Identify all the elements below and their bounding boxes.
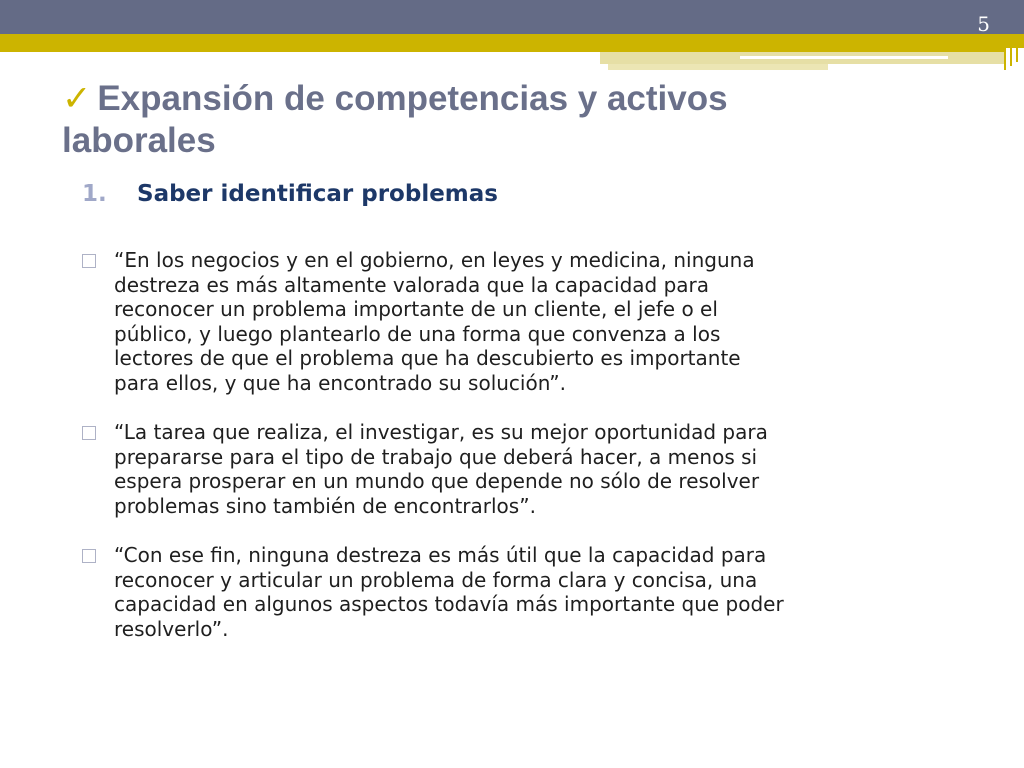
square-bullet-icon <box>82 549 96 563</box>
checkmark-icon: ✓ <box>62 79 92 119</box>
bullet-list <box>82 248 882 641</box>
slide-title <box>62 78 862 161</box>
subheading <box>82 181 498 207</box>
square-bullet-icon <box>82 254 96 268</box>
subheading-number: 1. <box>82 181 107 207</box>
slide-title-text: Expansión de competencias y activos laborales <box>62 79 728 160</box>
list-item <box>82 248 882 395</box>
decor-line <box>740 56 948 59</box>
page-number: 5 <box>977 12 990 36</box>
bullet-text: “La tarea que realiza, el investigar, es su mejor oportunidad para prepararse para el tipo de trabajo que deberá hacer, a menos si espera prosperar en un mundo que depende no sólo de resolver problemas sino también de encontrarlos”. <box>114 420 768 518</box>
gold-band <box>0 34 1024 48</box>
decor-vertical-line <box>1004 34 1006 70</box>
bullet-text: “En los negocios y en el gobierno, en leyes y medicina, ninguna destreza es más altamente valorada que la capacidad para reconocer un problema importante de un cliente, el jefe o el público, y luego plantearlo de una forma que convenza a los lectores de que el problema que ha descubierto es importante para ellos, y que ha encontrado su solución”. <box>114 248 755 395</box>
decor-vertical-line <box>1016 34 1018 62</box>
decor-vertical-line <box>1010 34 1012 66</box>
square-bullet-icon <box>82 426 96 440</box>
bullet-text: “Con ese fin, ninguna destreza es más útil que la capacidad para reconocer y articular un problema de forma clara y concisa, una capacidad en algunos aspectos todavía más importante que poder resolverlo”. <box>114 543 784 641</box>
subheading-text: Saber identificar problemas <box>137 181 498 207</box>
list-item <box>82 420 882 518</box>
top-bar <box>0 0 1024 34</box>
decor-stripe <box>608 64 828 70</box>
list-item <box>82 543 882 641</box>
